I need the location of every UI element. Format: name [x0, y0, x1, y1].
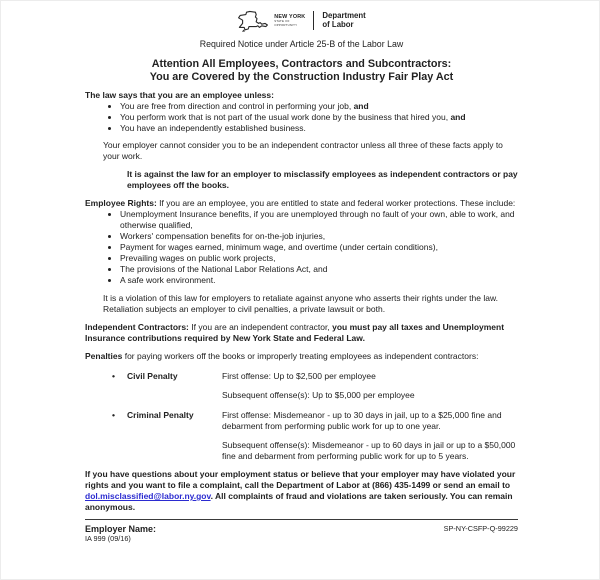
list-item: • Payment for wages earned, minimum wage, and overtime (under certain conditions), — [120, 242, 518, 253]
department-of-labor-wordmark: Department of Labor — [322, 10, 366, 29]
criminal-penalty-row — [112, 410, 518, 462]
form-number: IA 999 (09/16) — [85, 534, 131, 543]
list-item: • Unemployment Insurance benefits, if you are unemployed through no fault of your own, able to work, and otherwise qualified, — [120, 209, 518, 231]
document-code: SP-NY-CSFP-Q-99229 — [443, 524, 518, 533]
penalties-intro: Penalties for paying workers off the books or improperly treating employees as independent contractors: — [85, 351, 479, 361]
list-item: • The provisions of the National Labor Relations Act, and — [120, 264, 518, 275]
footer — [85, 519, 518, 543]
list-item: • Workers' compensation benefits for on-the-job injuries, — [120, 231, 518, 242]
independent-contractors-paragraph: Independent Contractors: If you are an independent contractor, you must pay all taxes and Unemployment Insurance contributions required by New York State and Federal Law. — [85, 322, 505, 343]
logo-divider — [313, 11, 314, 30]
footer-left — [85, 524, 156, 543]
required-notice-line: Required Notice under Article 25-B of the Labor Law — [199, 39, 404, 49]
brand-state-of: STATE OF — [274, 19, 290, 24]
employee-test-heading: The law says that you are an employee unless: — [85, 90, 274, 100]
three-facts-paragraph: Your employer cannot consider you to be an independent contractor unless all three of these facts apply to your work. — [103, 140, 503, 161]
ny-state-outline-icon — [237, 9, 269, 33]
misclassify-warning: It is against the law for an employer to misclassify employees as independent contractors or pay employees off the books. — [127, 169, 518, 190]
civil-penalty-description — [222, 371, 518, 401]
criminal-subsequent-offense: Subsequent offense(s): Misdemeanor - up to 60 days in jail or up to a $50,000 fine and debarment from performing public work for up to 5 years. — [222, 440, 516, 461]
civil-first-offense: First offense: Up to $2,500 per employee — [222, 371, 376, 381]
criminal-penalty-label: Criminal Penalty — [127, 410, 194, 420]
list-item: • You have an independently established business. — [120, 123, 518, 134]
nys-brand-text — [274, 14, 305, 27]
brand-opportunity: OPPORTUNITY — [274, 22, 298, 27]
civil-penalty-label: Civil Penalty — [127, 371, 178, 381]
employee-rights-intro: Employee Rights: If you are an employee, you are entitled to state and federal worker protections. These include: — [85, 198, 516, 208]
employee-rights-list — [85, 209, 518, 286]
title-line-1: Attention All Employees, Contractors and Subcontractors: — [151, 58, 452, 70]
bullet-icon — [112, 371, 127, 401]
retaliation-paragraph: It is a violation of this law for employers to retaliate against anyone who asserts their rights under the law. Retaliation subjects an employer to civil penalties, a private lawsuit or both. — [103, 293, 498, 314]
list-item: • A safe work environment. — [120, 275, 518, 286]
criminal-first-offense: First offense: Misdemeanor - up to 30 days in jail, up to a $25,000 fine and debarment from performing public work for up to one year. — [222, 410, 502, 431]
page-title — [85, 58, 518, 83]
civil-subsequent-offense: Subsequent offense(s): Up to $5,000 per employee — [222, 390, 415, 400]
criminal-penalty-description — [222, 410, 518, 462]
nys-dol-logo — [85, 7, 518, 34]
employer-name-label: Employer Name: — [85, 524, 157, 534]
list-item: • You perform work that is not part of the usual work done by the business that hired you, and — [120, 112, 518, 123]
civil-penalty-row — [112, 371, 518, 401]
email-link[interactable]: dol.misclassified@labor.ny.gov — [85, 491, 211, 501]
brand-new-york: NEW YORK — [274, 14, 306, 21]
title-line-2: You are Covered by the Construction Industry Fair Play Act — [149, 70, 454, 83]
list-item: • Prevailing wages on public work projects, — [120, 253, 518, 264]
bullet-icon — [112, 410, 127, 462]
list-item: • You are free from direction and control in performing your job, and — [120, 101, 518, 112]
employee-test-list — [85, 101, 518, 134]
contact-paragraph: If you have questions about your employment status or believe that your employer may have violated your rights and you want to file a complaint, call the Department of Labor at (866) 435-1499 or send an email to dol.misclassified@labor.ny.gov. All complaints of fraud and violations are taken seriously. You can remain anonymous. — [85, 469, 516, 512]
